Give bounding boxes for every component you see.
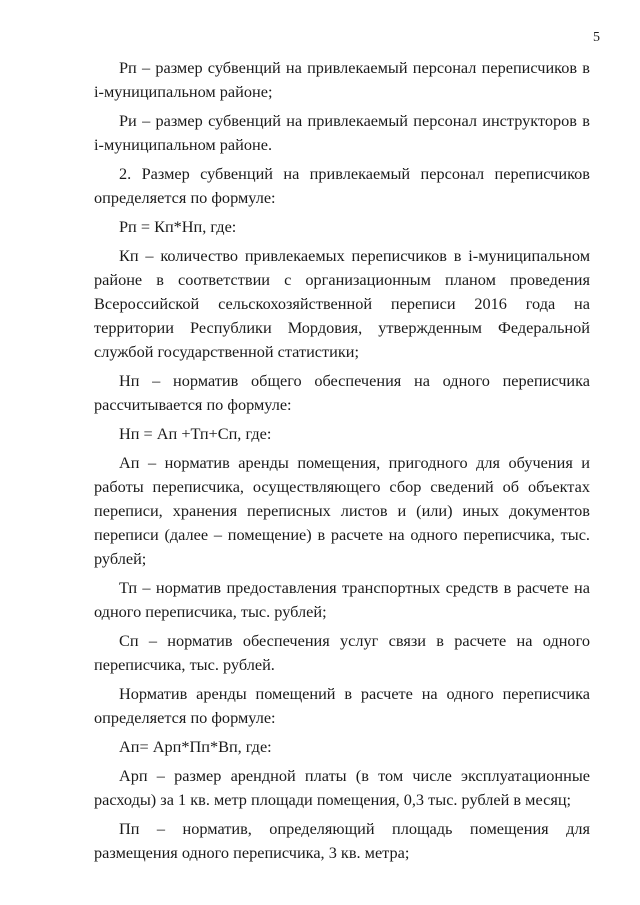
formula-rp: Рп = Кп*Нп, где:	[119, 217, 237, 236]
paragraph-ap-definition: Ап – норматив аренды помещения, пригодного для обучения и работы переписчика, осуществляющего сбор сведений об объектах переписи, хранения переписных листов и (или) иных документов переписи (далее – помещение) в расчете на одного переписчика, тыс. рублей;	[94, 453, 590, 568]
document-body	[94, 56, 590, 870]
formula-np: Нп = Ап +Тп+Сп, где:	[119, 424, 272, 443]
paragraph-np-definition: Нп – норматив общего обеспечения на одного переписчика рассчитывается по формуле:	[94, 371, 590, 414]
formula-ap: Ап= Арп*Пп*Вп, где:	[119, 737, 272, 756]
paragraph-pp-definition: Пп – норматив, определяющий площадь помещения для размещения одного переписчика, 3 кв. метра;	[94, 819, 590, 862]
paragraph-item-2: 2. Размер субвенций на привлекаемый персонал переписчиков определяется по формуле:	[94, 164, 590, 207]
paragraph-ri-definition: Ри – размер субвенций на привлекаемый персонал инструкторов в i-муниципальном районе.	[94, 111, 590, 154]
paragraph-kp-definition: Кп – количество привлекаемых переписчиков в i-муниципальном районе в соответствии с организационным планом проведения Всероссийской сельскохозяйственной переписи 2016 года на территории Республики Мордовия, утвержденным Федеральной службой государственной статистики;	[94, 246, 590, 361]
paragraph-arp-definition: Арп – размер арендной платы (в том числе эксплуатационные расходы) за 1 кв. метр площади помещения, 0,3 тыс. рублей в месяц;	[94, 766, 590, 809]
page-number: 5	[593, 30, 600, 45]
paragraph-sp-definition: Сп – норматив обеспечения услуг связи в расчете на одного переписчика, тыс. рублей.	[94, 631, 590, 674]
paragraph-tp-definition: Тп – норматив предоставления транспортных средств в расчете на одного переписчика, тыс. рублей;	[94, 578, 590, 621]
paragraph-rp-definition: Рп – размер субвенций на привлекаемый персонал переписчиков в i-муниципальном районе;	[94, 58, 590, 101]
paragraph-rent-norm: Норматив аренды помещений в расчете на одного переписчика определяется по формуле:	[94, 684, 590, 727]
